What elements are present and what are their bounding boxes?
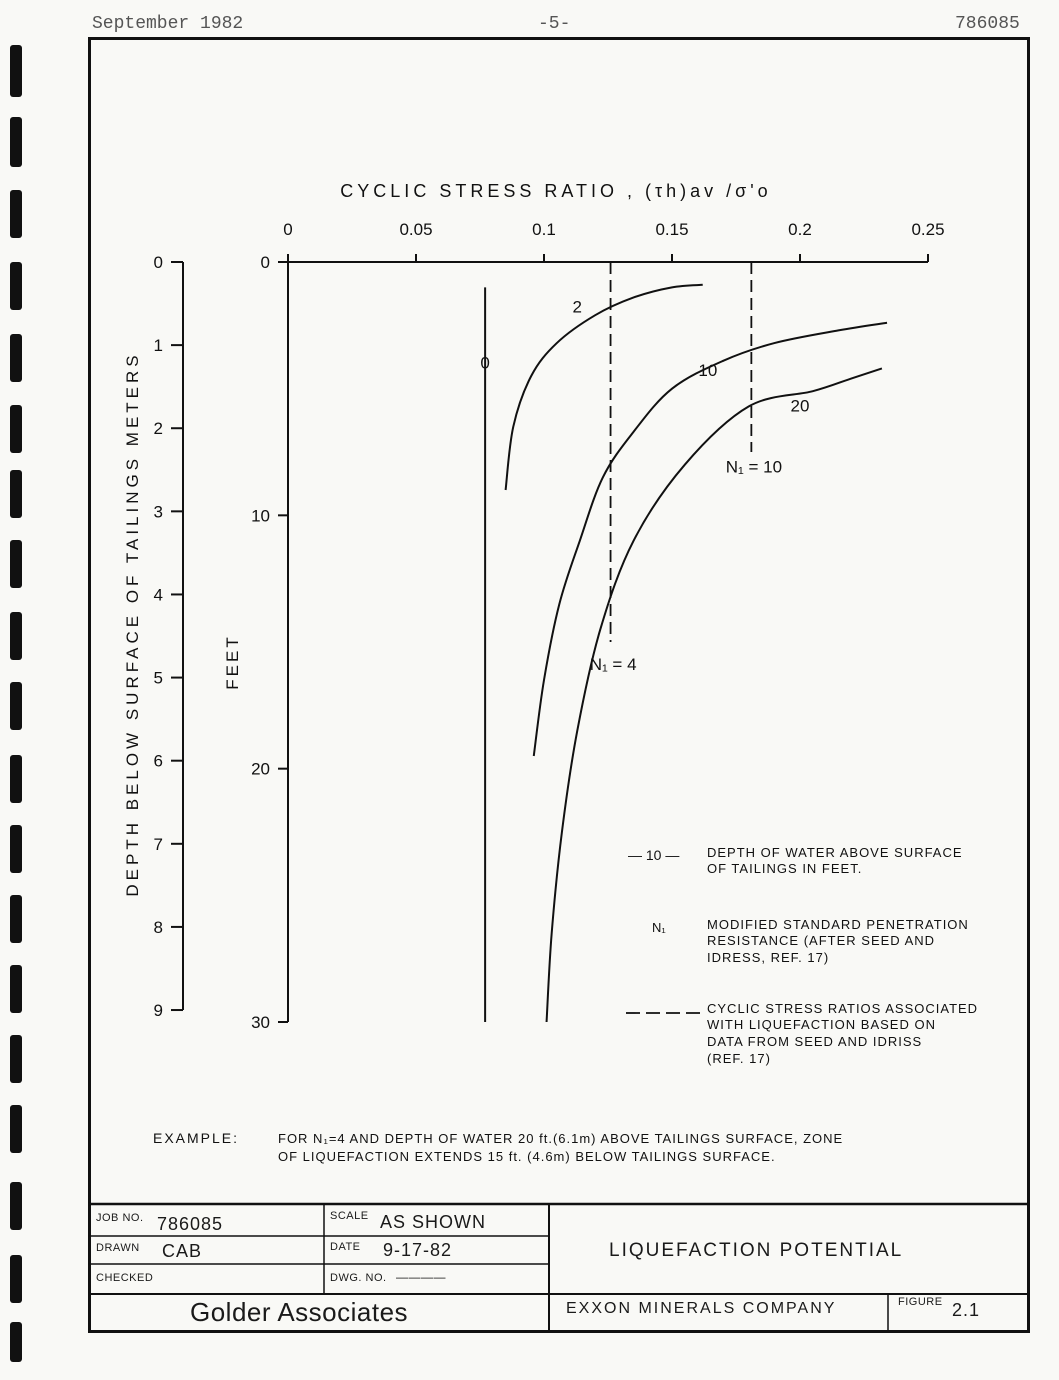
header-number: 786085 bbox=[955, 14, 1020, 34]
x-tick-label: 0.05 bbox=[399, 220, 433, 239]
y-tick-label-meters: 8 bbox=[153, 917, 163, 937]
scale-value: AS SHOWN bbox=[380, 1212, 487, 1232]
job-no-value: 786085 bbox=[157, 1214, 224, 1234]
legend-n1-text-3: IDRESS, REF. 17) bbox=[707, 950, 830, 965]
y-tick-label-meters: 4 bbox=[153, 585, 163, 605]
y-tick-label-meters: 5 bbox=[153, 668, 163, 688]
drawn-value: CAB bbox=[162, 1241, 203, 1261]
date-label: DATE bbox=[330, 1241, 361, 1253]
y-tick-label-meters: 7 bbox=[153, 834, 163, 854]
legend-dash-text-4: (REF. 17) bbox=[707, 1051, 771, 1066]
client-name: EXXON MINERALS COMPANY bbox=[566, 1300, 837, 1317]
series-group bbox=[485, 285, 887, 1022]
y-tick-label-meters: 2 bbox=[153, 419, 163, 439]
y-tick-label-feet: 10 bbox=[251, 506, 270, 526]
curve-label: 20 bbox=[790, 396, 810, 416]
figure-label: FIGURE bbox=[898, 1296, 943, 1308]
example-line-1: FOR N₁=4 AND DEPTH OF WATER 20 ft.(6.1m) ABOVE TAILINGS SURFACE, ZONE bbox=[278, 1131, 844, 1146]
curve-label: 10 bbox=[698, 361, 718, 380]
dwg-no-value: ———— bbox=[396, 1270, 446, 1284]
curve-label: N₁ = 10 bbox=[725, 457, 783, 477]
scale-label: SCALE bbox=[330, 1210, 369, 1222]
y-tick-label-meters: 0 bbox=[153, 253, 163, 272]
legend-n1-symbol: N₁ bbox=[652, 920, 666, 935]
series-line-10 bbox=[534, 323, 887, 756]
y-tick-label-feet: 0 bbox=[260, 253, 270, 272]
x-tick-label: 0.2 bbox=[788, 220, 812, 239]
y-tick-label-meters: 3 bbox=[153, 502, 163, 522]
y-tick-label-feet: 30 bbox=[251, 1013, 270, 1032]
legend-depth-text-1: DEPTH OF WATER ABOVE SURFACE bbox=[707, 845, 963, 860]
curve-label: N₁ = 4 bbox=[589, 654, 637, 674]
y-tick-label-meters: 1 bbox=[153, 336, 163, 356]
axes bbox=[154, 220, 945, 1032]
x-tick-label: 0.1 bbox=[532, 220, 556, 239]
header-date: September 1982 bbox=[92, 14, 244, 34]
x-axis-title: CYCLIC STRESS RATIO , (τh)av /σ'o bbox=[340, 181, 772, 201]
reference-lines bbox=[611, 262, 752, 642]
date-value: 9-17-82 bbox=[383, 1240, 453, 1260]
x-tick-label: 0 bbox=[283, 220, 293, 239]
y-tick-label-feet: 20 bbox=[251, 759, 270, 779]
legend-depth-symbol: — 10 — bbox=[628, 847, 680, 863]
legend-dash-text-1: CYCLIC STRESS RATIOS ASSOCIATED bbox=[707, 1001, 979, 1016]
figure-number: 2.1 bbox=[952, 1300, 981, 1320]
legend-n1-text-2: RESISTANCE (AFTER SEED AND bbox=[707, 933, 936, 948]
checked-label: CHECKED bbox=[96, 1272, 154, 1284]
curve-label: 0 bbox=[480, 353, 490, 373]
y-axis-title-feet: FEET bbox=[223, 634, 242, 690]
example-line-2: OF LIQUEFACTION EXTENDS 15 ft. (4.6m) BELOW TAILINGS SURFACE. bbox=[278, 1149, 776, 1164]
legend-n1-text-1: MODIFIED STANDARD PENETRATION bbox=[707, 917, 969, 932]
x-tick-label: 0.25 bbox=[911, 220, 945, 239]
drawing-title: LIQUEFACTION POTENTIAL bbox=[609, 1240, 904, 1261]
legend-dash-text-2: WITH LIQUEFACTION BASED ON bbox=[707, 1017, 936, 1032]
legend-depth-text-2: OF TAILINGS IN FEET. bbox=[707, 861, 863, 876]
curve-label: 2 bbox=[572, 297, 583, 317]
example-label: EXAMPLE: bbox=[153, 1130, 240, 1146]
company-name: Golder Associates bbox=[190, 1297, 409, 1327]
header-page: -5- bbox=[538, 14, 571, 34]
y-tick-label-meters: 9 bbox=[153, 1001, 163, 1021]
annotations bbox=[480, 298, 809, 674]
legend bbox=[626, 845, 978, 1066]
y-axis-title-meters: DEPTH BELOW SURFACE OF TAILINGS METERS bbox=[123, 351, 142, 897]
legend-dash-text-3: DATA FROM SEED AND IDRISS bbox=[707, 1034, 923, 1049]
dwg-no-label: DWG. NO. bbox=[330, 1272, 387, 1284]
drawn-label: DRAWN bbox=[96, 1242, 140, 1254]
x-tick-label: 0.15 bbox=[655, 220, 689, 239]
job-no-label: JOB NO. bbox=[96, 1212, 144, 1224]
y-tick-label-meters: 6 bbox=[153, 751, 163, 771]
